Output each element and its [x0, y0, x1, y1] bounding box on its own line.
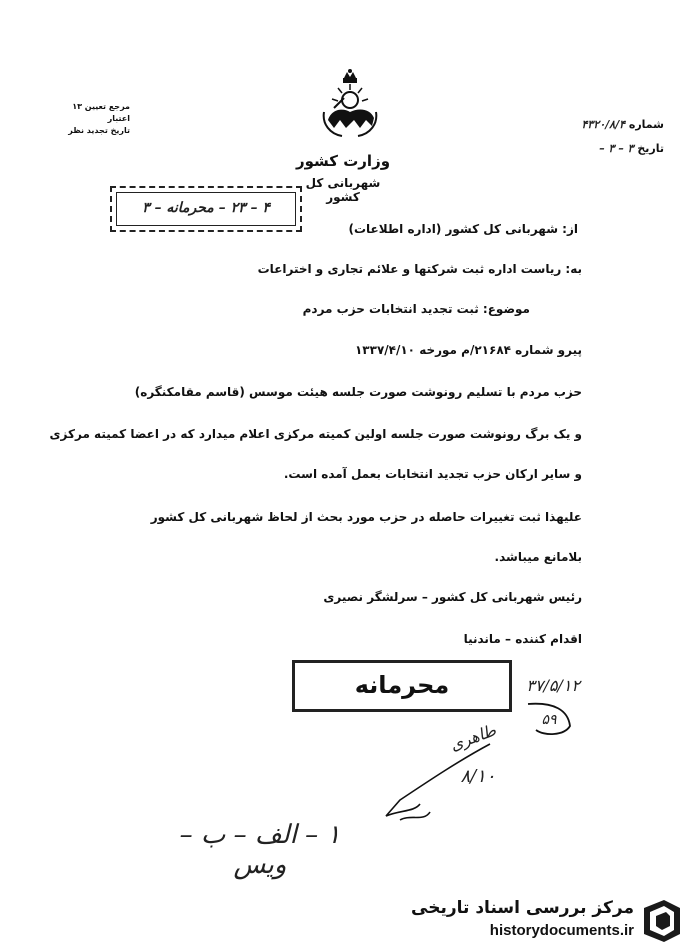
stamp-handwritten-number: ۵۹	[541, 712, 557, 728]
lion-and-sun-emblem-icon	[314, 68, 386, 140]
subject-line: موضوع: ثبت تجدید انتخابات حزب مردم	[302, 302, 530, 316]
ministry-title: وزارت کشور	[295, 152, 391, 170]
footer-url: historydocuments.ir	[489, 922, 634, 939]
left-meta-line3: تاریخ تجدید نظر	[68, 126, 130, 135]
margin-note: ۸/۱۰	[460, 766, 496, 787]
top-right-meta	[572, 118, 664, 160]
paragraph1-line2: و یک برگ رونوشت صورت جلسه اولین کمیته مرکزی اعلام میدارد که در اعضا کمیته مرکزی	[49, 427, 582, 441]
left-meta	[30, 102, 130, 135]
number-row	[572, 118, 664, 136]
handwritten-signature: طاهری	[447, 720, 499, 755]
office-title: شهربانی کل کشور	[305, 176, 381, 204]
date-row	[572, 142, 664, 160]
left-meta-line2: اعتبار	[107, 114, 130, 123]
left-meta-line1: مرجع تعیین ۱۳	[72, 102, 130, 111]
date-value: ۳ – ۳ –	[599, 142, 634, 155]
to-line: به: ریاست اداره ثبت شرکتها و علائم تجاری و اختراعات	[257, 262, 582, 276]
footer-watermark	[0, 896, 700, 948]
date-label: تاریخ	[637, 142, 664, 155]
number-value: ۴۳۲۰/۸/۴	[581, 118, 625, 131]
bottom-handwritten-line: ۱ – الف – ب – ویس	[179, 820, 341, 880]
number-label: شماره	[628, 118, 664, 131]
stamp-bottom	[292, 660, 512, 712]
signature-title: رئیس شهربانی کل کشور – سرلشگر نصیری	[323, 590, 582, 604]
stamp-bottom-text: محرمانه	[354, 671, 450, 699]
copy-note: اقدام کننده – ماندنیا	[463, 632, 582, 646]
stamp-top-text: ۴ – ۲۳ – محرمانه – ۳	[142, 200, 270, 216]
stamp-top	[110, 186, 302, 232]
from-line: از: شهربانی کل کشور (اداره اطلاعات)	[348, 222, 578, 236]
paragraph1-line3: و سایر ارکان حزب تجدید انتخابات بعمل آمده است.	[283, 467, 582, 481]
paragraph1-line1: حزب مردم با تسلیم رونوشت صورت جلسه هیئت موسس (قاسم مقامکنگره)	[134, 385, 582, 399]
historydocuments-logo-icon	[640, 898, 684, 944]
footer-title: مرکز بررسی اسناد تاریخی	[411, 898, 634, 918]
stamp-handwritten-date: ۳۷/۵/۱۲	[526, 676, 580, 695]
paragraph2-line1: علیهذا ثبت تغییرات حاصله در حزب مورد بحث از لحاظ شهربانی کل کشور	[150, 510, 582, 524]
paragraph2-line2: بلامانع میباشد.	[494, 550, 582, 564]
reference-line: پیرو شماره ۲۱۶۸۴/م مورخه ۱۳۳۷/۴/۱۰	[354, 343, 582, 357]
